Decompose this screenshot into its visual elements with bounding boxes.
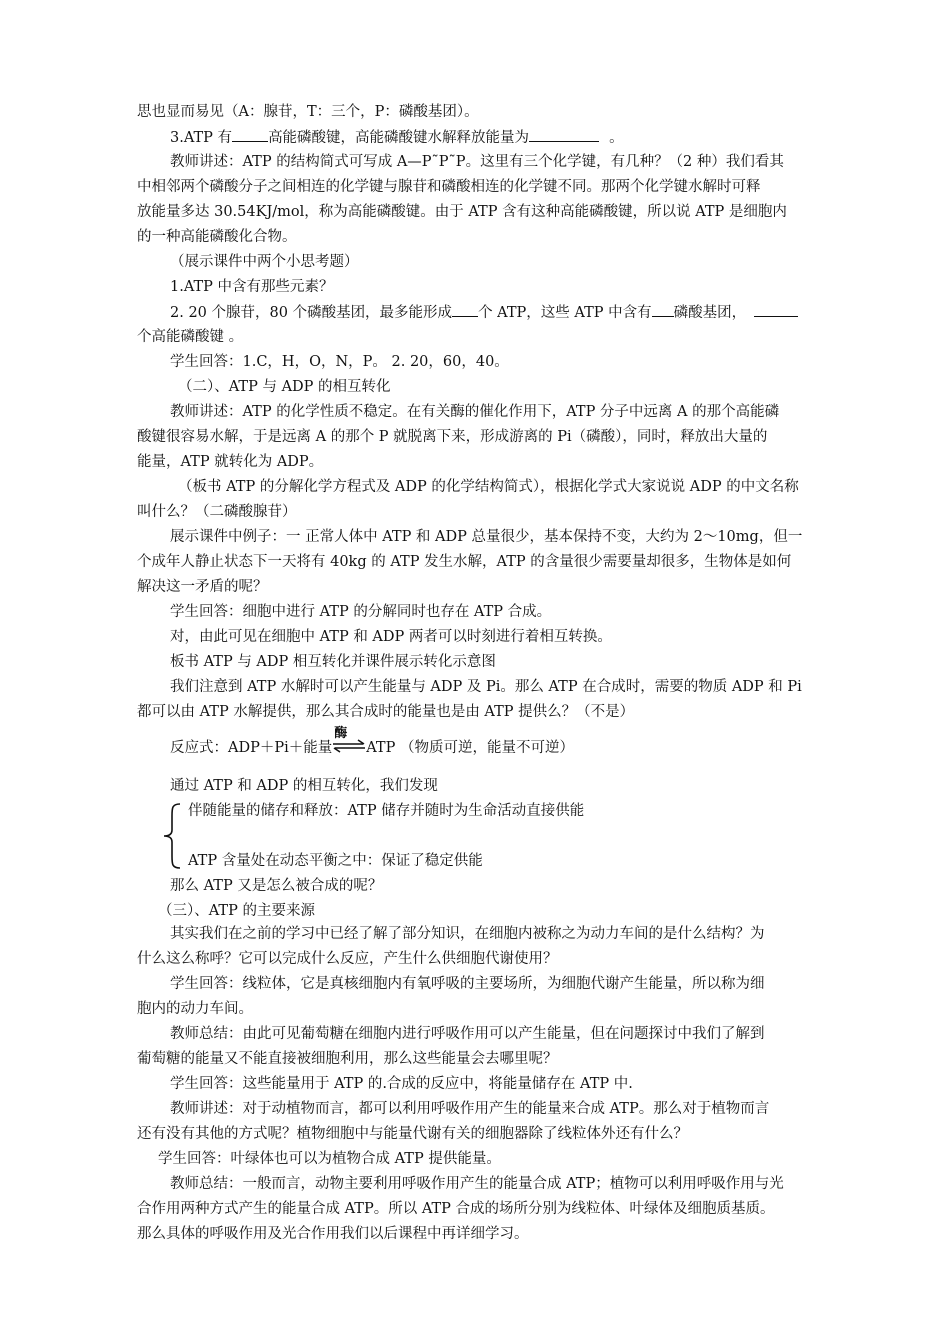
answer-blank [754,302,798,317]
text-fragment: 个 ATP，这些 ATP 中含有 [478,305,652,321]
text-line: 教师讲述：对于动植物而言，都可以利用呼吸作用产生的能量来合成 ATP。那么对于植物而言 [170,1101,770,1117]
reaction-equation [170,726,574,758]
reversible-arrow [332,726,366,758]
curly-brace-icon [160,802,184,870]
text-line: 合作用两种方式产生的能量合成 ATP。所以 ATP 合成的场所分别为线粒体、叶绿体及细胞质基质。 [137,1201,775,1217]
enzyme-label: 酶 [334,726,348,741]
answer-blank [652,302,674,317]
text-line: 放能量多达 30.54KJ/mol，称为高能磷酸键。由于 ATP 含有这种高能磷酸键，所以说 ATP 是细胞内 [137,204,787,220]
text-line: （板书 ATP 的分解化学方程式及 ADP 的化学结构简式），根据化学式大家说说 ADP 的中文名称 [178,479,799,495]
text-fragment: ATP （物质可逆，能量不可逆） [366,740,574,756]
text-fragment: 反应式：ADP＋Pi＋能量 [170,740,333,756]
question-line [170,302,798,323]
text-line: 学生回答：这些能量用于 ATP 的.合成的反应中，将能量储存在 ATP 中. [170,1076,633,1092]
text-line: 的一种高能磷酸化合物。 [137,229,297,245]
text-line: 中相邻两个磷酸分子之间相连的化学键与腺苷和磷酸相连的化学键不同。那两个化学键水解时可释 [137,179,761,195]
text-line: 还有没有其他的方式呢？植物细胞中与能量代谢有关的细胞器除了线粒体外还有什么？ [137,1126,688,1142]
text-line: 学生回答：线粒体，它是真核细胞内有氧呼吸的主要场所，为细胞代谢产生能量，所以称为细 [170,976,765,992]
text-line: 我们注意到 ATP 水解时可以产生能量与 ADP 及 Pi。那么 ATP 在合成时，需要的物质 ADP 和 Pi [170,679,802,695]
text-line: 对，由此可见在细胞中 ATP 和 ADP 两者可以时刻进行着相互转换。 [170,629,612,645]
answer-blank [452,302,478,317]
text-line: 展示课件中例子：一 正常人体中 ATP 和 ADP 总量很少，基本保持不变，大约为 2～10mg，但一 [170,529,803,545]
text-line: 其实我们在之前的学习中已经了解了部分知识，在细胞内被称之为动力车间的是什么结构？为 [170,926,765,942]
text-line: 能量，ATP 就转化为 ADP。 [137,454,324,470]
text-line: 学生回答：叶绿体也可以为植物合成 ATP 提供能量。 [158,1151,501,1167]
text-line: 什么这么称呼？它可以完成什么反应，产生什么供细胞代谢使用？ [137,951,558,967]
text-line: 个高能磷酸键 。 [137,329,244,345]
text-line: 那么 ATP 又是怎么被合成的呢？ [170,878,383,894]
text-line: 学生回答：细胞中进行 ATP 的分解同时也存在 ATP 合成。 [170,604,552,620]
question-line: 1.ATP 中含有那些元素？ [170,279,334,295]
text-line: 都可以由 ATP 水解提供，那么其合成时的能量也是由 ATP 提供么？（不是） [137,704,635,720]
text-line: 个成年人静止状态下一天将有 40kg 的 ATP 发生水解，ATP 的含量很少需要量却很多，生物体是如何 [137,554,792,570]
bullet-line: 伴随能量的储存和释放：ATP 储存并随时为生命活动直接供能 [188,803,585,819]
answer-blank [529,127,599,142]
text-line: 教师总结：一般而言，动物主要利用呼吸作用产生的能量合成 ATP；植物可以利用呼吸作用与光 [170,1176,784,1192]
text-line: 教师讲述：ATP 的化学性质不稳定。在有关酶的催化作用下，ATP 分子中远离 A 的那个高能磷 [170,404,780,420]
text-fragment: 磷酸基团， [673,305,747,321]
text-line: 教师总结：由此可见葡萄糖在细胞内进行呼吸作用可以产生能量，但在问题探讨中我们了解到 [170,1026,765,1042]
bullet-line: ATP 含量处在动态平衡之中：保证了稳定供能 [188,853,483,869]
answer-blank [232,127,268,142]
text-line: 教师讲述：ATP 的结构简式可写成 A—P˜P˜P。这里有三个化学键，有几种？（2 种）我们看其 [170,154,784,170]
text-fragment: 3.ATP 有 [170,130,233,146]
text-line: 胞内的动力车间。 [137,1001,253,1017]
text-line: 解决这一矛盾的呢？ [137,579,268,595]
text-fragment: 。 [609,130,624,146]
text-fragment: 2. 20 个腺苷，80 个磷酸基团，最多能形成 [170,305,453,321]
text-line: 那么具体的呼吸作用及光合作用我们以后课程中再详细学习。 [137,1226,529,1242]
text-line: 叫什么？（二磷酸腺苷） [137,504,297,520]
question-line [170,127,624,148]
text-line: 思也显而易见（A：腺苷，T：三个，P：磷酸基团）。 [137,104,479,120]
text-line: 通过 ATP 和 ADP 的相互转化，我们发现 [170,778,438,794]
text-fragment: 高能磷酸键，高能磷酸键水解释放能量为 [268,130,530,146]
text-line: 葡萄糖的能量又不能直接被细胞利用，那么这些能量会去哪里呢？ [137,1051,558,1067]
section-heading: （二）、ATP 与 ADP 的相互转化 [178,379,391,395]
text-line: 酸键很容易水解，于是远离 A 的那个 P 就脱离下来，形成游离的 Pi（磷酸），同时，释放出大量的 [137,429,768,445]
text-line: 学生回答：1.C，H，O，N，P。 2. 20，60，40。 [170,354,509,370]
text-line: （展示课件中两个小思考题） [170,254,359,270]
section-heading: （三）、ATP 的主要来源 [158,903,315,919]
text-line: 板书 ATP 与 ADP 相互转化并课件展示转化示意图 [170,654,496,670]
